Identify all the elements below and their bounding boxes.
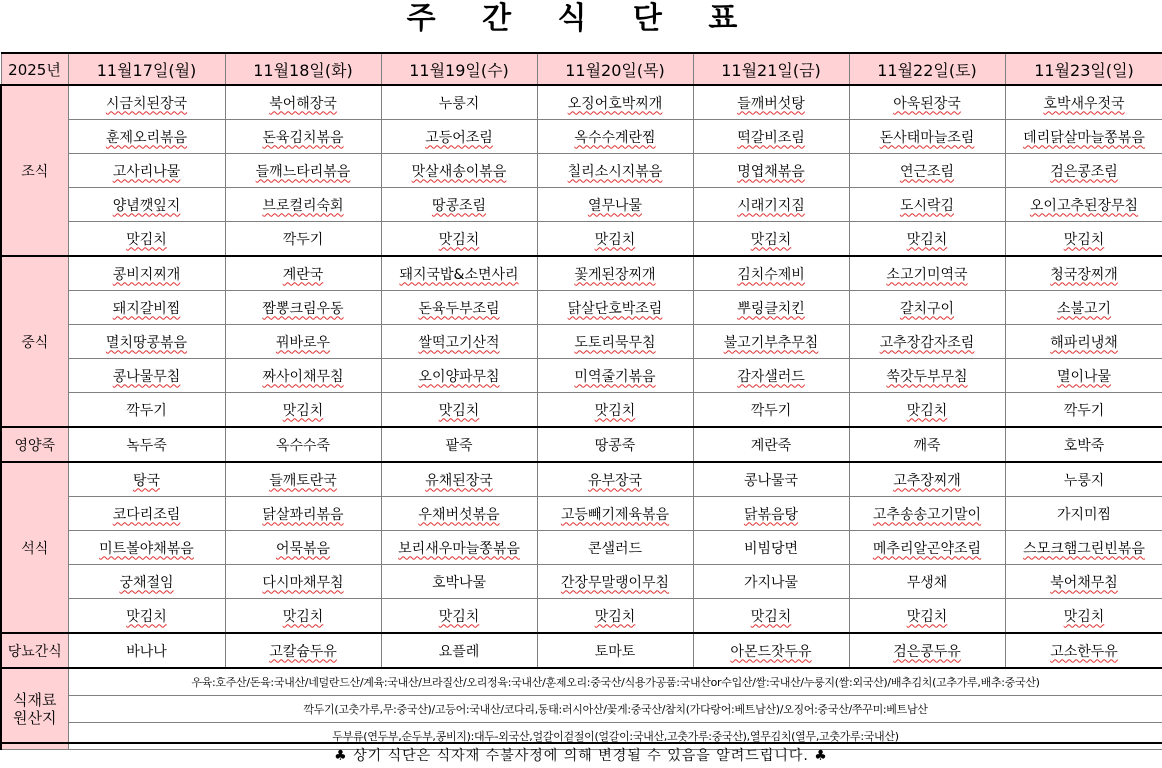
menu-item: 어묵볶음 (275, 540, 331, 557)
menu-cell (1005, 120, 1162, 154)
menu-cell (381, 359, 537, 393)
menu-cell (693, 154, 849, 188)
menu-item: 맛살새송이볶음 (411, 163, 507, 180)
meal-label: 석식 (1, 462, 68, 633)
menu-cell (381, 462, 537, 497)
menu-item: 콘샐러드 (587, 540, 643, 557)
menu-cell (537, 599, 693, 634)
menu-item: 시래기지짐 (737, 197, 805, 214)
menu-item: 가지나물 (743, 574, 799, 591)
menu-cell (849, 599, 1005, 634)
menu-cell (381, 531, 537, 565)
menu-cell (849, 462, 1005, 497)
menu-item: 옥수수죽 (275, 437, 331, 454)
menu-item: 옥수수계란찜 (574, 129, 656, 146)
menu-cell (1005, 633, 1162, 668)
menu-item: 검은콩두유 (893, 643, 961, 660)
menu-cell (381, 256, 537, 291)
menu-item: 누룽지 (438, 95, 480, 112)
menu-cell (1005, 393, 1162, 428)
menu-item: 녹두죽 (126, 437, 167, 454)
day-header: 11월23일(일) (1005, 53, 1162, 85)
menu-cell (693, 497, 849, 531)
menu-cell (537, 462, 693, 497)
page-title: 주 간 식 단 표 (406, 1, 756, 36)
menu-cell (693, 359, 849, 393)
menu-cell (537, 531, 693, 565)
menu-cell (1005, 154, 1162, 188)
menu-cell (225, 120, 381, 154)
menu-cell (537, 256, 693, 291)
menu-item: 고칼슘두유 (269, 643, 337, 660)
menu-item: 계란죽 (750, 437, 792, 454)
origin-text: 두부류(연두부,순두부,콩비지):대두-외국산,얼갈이겉절이(얼갈이:국내산,고춧가루:중국산),열무김치(열무,고춧가루:국내산) (68, 723, 1162, 750)
menu-cell (381, 154, 537, 188)
menu-cell (849, 256, 1005, 291)
menu-item: 멸이나물 (1056, 368, 1112, 385)
menu-cell (849, 85, 1005, 120)
menu-cell (849, 393, 1005, 428)
menu-item: 아욱된장국 (893, 95, 961, 112)
menu-cell (225, 599, 381, 634)
menu-row (1, 325, 1162, 359)
meal-label: 조식 (1, 85, 68, 256)
menu-item: 깍두기 (1063, 402, 1105, 419)
menu-item: 오이양파무침 (418, 368, 500, 385)
menu-cell (381, 599, 537, 634)
menu-cell (1005, 531, 1162, 565)
menu-item: 우채버섯볶음 (418, 506, 500, 523)
menu-cell (537, 359, 693, 393)
menu-cell (693, 462, 849, 497)
menu-cell (381, 291, 537, 325)
menu-row (1, 497, 1162, 531)
menu-item: 쌀떡고기산적 (418, 334, 500, 351)
menu-cell (68, 120, 225, 154)
menu-cell (225, 565, 381, 599)
menu-cell (381, 188, 537, 222)
menu-item: 비빔당면 (743, 540, 799, 557)
menu-cell (849, 325, 1005, 359)
menu-item: 소고기미역국 (886, 266, 968, 283)
menu-item: 콩비지찌개 (112, 266, 181, 283)
menu-item: 짜사이채무침 (262, 368, 344, 385)
menu-row (1, 120, 1162, 154)
menu-item: 들깨느타리볶음 (255, 163, 351, 180)
menu-cell (1005, 427, 1162, 462)
menu-cell (381, 120, 537, 154)
menu-item: 꽃게된장찌개 (574, 266, 656, 283)
menu-cell (1005, 85, 1162, 120)
menu-cell (68, 633, 225, 668)
menu-item: 맛김치 (1063, 231, 1105, 248)
menu-row (1, 462, 1162, 497)
menu-cell (693, 256, 849, 291)
menu-item: 닭살꽈리볶음 (262, 506, 344, 523)
menu-cell (849, 291, 1005, 325)
menu-item: 맛김치 (594, 231, 636, 248)
day-header: 11월22일(토) (849, 53, 1005, 85)
menu-cell (693, 325, 849, 359)
menu-cell (849, 497, 1005, 531)
menu-cell (381, 565, 537, 599)
menu-item: 가지미찜 (1056, 506, 1112, 523)
menu-item: 맛김치 (750, 231, 792, 248)
menu-item: 콩나물무침 (112, 368, 181, 385)
menu-cell (693, 633, 849, 668)
menu-item: 돈사태마늘조림 (879, 129, 975, 146)
menu-cell (225, 531, 381, 565)
menu-item: 맛김치 (594, 608, 636, 625)
menu-cell (693, 393, 849, 428)
menu-row (1, 359, 1162, 393)
menu-item: 코다리조림 (112, 506, 181, 523)
menu-cell (693, 291, 849, 325)
menu-cell (537, 291, 693, 325)
menu-cell (693, 188, 849, 222)
menu-item: 깍두기 (282, 231, 324, 248)
menu-cell (537, 393, 693, 428)
meal-label: 중식 (1, 256, 68, 427)
menu-item: 돈육두부조림 (418, 300, 500, 317)
menu-cell (225, 497, 381, 531)
menu-cell (68, 325, 225, 359)
origin-label-line: 원산지 (13, 709, 57, 727)
menu-cell (68, 531, 225, 565)
menu-item: 스모크햄그린빈볶음 (1023, 540, 1145, 557)
menu-cell (849, 222, 1005, 257)
origin-row (1, 696, 1162, 723)
menu-cell (693, 565, 849, 599)
menu-cell (693, 85, 849, 120)
menu-cell (537, 427, 693, 462)
menu-item: 고추장찌개 (893, 472, 961, 489)
menu-row (1, 85, 1162, 120)
menu-cell (225, 222, 381, 257)
menu-cell (849, 120, 1005, 154)
menu-item: 해파리냉채 (1050, 334, 1118, 351)
menu-row (1, 427, 1162, 462)
origin-row (1, 668, 1162, 696)
menu-item: 맛김치 (750, 608, 792, 625)
menu-item: 소불고기 (1056, 300, 1112, 317)
meal-label: 영양죽 (1, 427, 68, 462)
menu-cell (849, 359, 1005, 393)
menu-cell (68, 291, 225, 325)
menu-cell (381, 497, 537, 531)
menu-item: 고추장감자조림 (879, 334, 975, 351)
menu-item: 닭살단호박조림 (567, 300, 663, 317)
menu-item: 오이고추된장무침 (1029, 197, 1139, 214)
menu-item: 명엽채볶음 (737, 163, 805, 180)
menu-cell (1005, 497, 1162, 531)
menu-item: 바나나 (126, 643, 167, 660)
menu-cell (225, 359, 381, 393)
menu-cell (537, 497, 693, 531)
menu-item: 토마토 (594, 643, 636, 660)
menu-item: 맛김치 (282, 402, 324, 419)
menu-item: 꿔바로우 (275, 334, 331, 351)
menu-cell (1005, 188, 1162, 222)
day-header: 11월21일(금) (693, 53, 849, 85)
menu-cell (693, 427, 849, 462)
menu-cell (849, 633, 1005, 668)
menu-cell (68, 359, 225, 393)
menu-item: 미역줄기볶음 (574, 368, 656, 385)
menu-item: 맛김치 (594, 402, 636, 419)
menu-cell (225, 325, 381, 359)
menu-cell (381, 633, 537, 668)
menu-item: 들깨토란국 (269, 472, 337, 489)
menu-item: 호박새우젓국 (1043, 95, 1125, 112)
menu-cell (849, 427, 1005, 462)
menu-row (1, 599, 1162, 634)
menu-item: 도시락김 (899, 197, 955, 214)
menu-item: 쑥갓두부무침 (886, 368, 968, 385)
menu-cell (1005, 359, 1162, 393)
menu-item: 맛김치 (126, 608, 167, 625)
menu-item: 멸치땅콩볶음 (105, 334, 188, 351)
menu-cell (225, 462, 381, 497)
menu-cell (537, 565, 693, 599)
menu-item: 맛김치 (906, 231, 948, 248)
menu-item: 유채된장국 (425, 472, 493, 489)
menu-item: 연근조림 (899, 163, 955, 180)
menu-item: 브로컬리숙회 (262, 197, 344, 214)
menu-item: 들깨버섯탕 (737, 95, 805, 112)
menu-cell (225, 188, 381, 222)
menu-cell (225, 393, 381, 428)
menu-item: 청국장찌개 (1050, 266, 1118, 283)
menu-cell (1005, 462, 1162, 497)
menu-item: 칠리소시지볶음 (567, 163, 663, 180)
menu-item: 깨죽 (913, 437, 941, 454)
menu-cell (693, 599, 849, 634)
menu-row (1, 291, 1162, 325)
menu-item: 갈치구이 (899, 300, 955, 317)
origin-text: 우육:호주산/돈육:국내산/네덜란드산/계육:국내산/브라질산/오리정육:국내산/훈제오리:중국산/식용가공품:국내산or수입산/쌀:국내산/누룽지(쌀:외국산)/배추김치(고추가루,배추:중국산) (68, 668, 1162, 696)
menu-item: 깍두기 (126, 402, 167, 419)
menu-item: 고등어조림 (425, 129, 493, 146)
menu-item: 열무나물 (587, 197, 643, 214)
menu-row (1, 256, 1162, 291)
year-cell: 2025년 (1, 53, 68, 85)
menu-item: 시금치된장국 (105, 95, 188, 112)
menu-cell (68, 393, 225, 428)
menu-item: 도토리묵무침 (574, 334, 656, 351)
menu-item: 누룽지 (1063, 472, 1105, 489)
menu-item: 메추리알곤약조림 (872, 540, 982, 557)
menu-cell (68, 222, 225, 257)
menu-item: 고추송송고기말이 (872, 506, 982, 523)
menu-cell (1005, 565, 1162, 599)
menu-item: 떡갈비조림 (737, 129, 805, 146)
menu-item: 돈육김치볶음 (262, 129, 344, 146)
menu-item: 김치수제비 (737, 266, 805, 283)
menu-item: 고소한두유 (1050, 643, 1118, 660)
menu-cell (849, 565, 1005, 599)
menu-cell (849, 154, 1005, 188)
menu-cell (693, 531, 849, 565)
menu-cell (537, 85, 693, 120)
menu-cell (68, 154, 225, 188)
menu-cell (68, 256, 225, 291)
menu-item: 맛김치 (906, 608, 948, 625)
menu-item: 고등빼기제육볶음 (560, 506, 670, 523)
header-row (1, 53, 1162, 85)
menu-cell (693, 222, 849, 257)
menu-row (1, 188, 1162, 222)
menu-item: 간장무말랭이무침 (560, 574, 670, 591)
menu-cell (1005, 325, 1162, 359)
menu-row (1, 393, 1162, 428)
menu-cell (68, 188, 225, 222)
menu-cell (68, 599, 225, 634)
menu-item: 맛김치 (282, 608, 324, 625)
menu-cell (68, 85, 225, 120)
menu-item: 고사리나물 (112, 163, 181, 180)
menu-item: 무생채 (906, 574, 948, 591)
menu-item: 북어채무침 (1050, 574, 1118, 591)
menu-cell (537, 154, 693, 188)
menu-item: 맛김치 (438, 608, 480, 625)
menu-table (0, 52, 1162, 750)
menu-item: 유부장국 (587, 472, 643, 489)
menu-item: 맛김치 (906, 402, 948, 419)
day-header: 11월18일(화) (225, 53, 381, 85)
menu-item: 양념깻잎지 (112, 197, 181, 214)
menu-item: 맛김치 (126, 231, 167, 248)
menu-cell (68, 427, 225, 462)
menu-item: 닭볶음탕 (743, 506, 799, 523)
menu-row (1, 531, 1162, 565)
menu-item: 깍두기 (750, 402, 792, 419)
menu-cell (537, 188, 693, 222)
origin-label-line: 식재료 (13, 691, 57, 709)
menu-cell (1005, 256, 1162, 291)
menu-item: 돼지갈비찜 (112, 300, 181, 317)
menu-item: 요플레 (438, 643, 480, 660)
notice-text: ♣ 상기 식단은 식자재 수불사정에 의해 변경될 수 있음을 알려드립니다. ♣ (0, 742, 1162, 768)
menu-item: 호박죽 (1063, 437, 1105, 454)
menu-item: 땅콩죽 (594, 437, 636, 454)
menu-item: 탕국 (132, 472, 161, 489)
menu-item: 보리새우마늘쫑볶음 (398, 540, 520, 557)
menu-cell (225, 85, 381, 120)
menu-cell (849, 188, 1005, 222)
menu-cell (225, 633, 381, 668)
menu-item: 콩나물국 (743, 472, 799, 489)
menu-item: 짬뽕크림우동 (262, 300, 344, 317)
menu-cell (381, 222, 537, 257)
menu-item: 훈제오리볶음 (105, 129, 188, 146)
menu-item: 다시마채무침 (262, 574, 344, 591)
menu-cell (537, 120, 693, 154)
menu-cell (849, 531, 1005, 565)
menu-item: 북어해장국 (269, 95, 337, 112)
origin-label (1, 668, 68, 750)
menu-item: 검은콩조림 (1050, 163, 1118, 180)
day-header: 11월20일(목) (537, 53, 693, 85)
menu-cell (225, 154, 381, 188)
menu-item: 뿌링클치킨 (737, 300, 805, 317)
menu-item: 궁채절임 (119, 574, 174, 591)
menu-row (1, 633, 1162, 668)
menu-cell (68, 462, 225, 497)
menu-item: 호박나물 (431, 574, 487, 591)
menu-item: 돼지국밥&소면사리 (399, 266, 519, 283)
menu-cell (225, 291, 381, 325)
origin-text: 깍두기(고춧가루,무:중국산)/고등어:국내산/코다리,동태:러시아산/꽃게:중국산/참치(가다랑어:베트남산)/오징어:중국산/쭈꾸미:베트남산 (68, 696, 1162, 723)
menu-cell (225, 427, 381, 462)
menu-cell (537, 633, 693, 668)
menu-row (1, 565, 1162, 599)
menu-cell (68, 565, 225, 599)
day-header: 11월17일(월) (68, 53, 225, 85)
menu-item: 불고기부추무침 (723, 334, 819, 351)
menu-item: 팥죽 (445, 437, 473, 454)
menu-cell (381, 427, 537, 462)
menu-cell (537, 325, 693, 359)
menu-cell (381, 85, 537, 120)
menu-cell (225, 256, 381, 291)
menu-cell (693, 120, 849, 154)
day-header: 11월19일(수) (381, 53, 537, 85)
menu-row (1, 154, 1162, 188)
menu-item: 데리닭살마늘쫑볶음 (1023, 129, 1145, 146)
menu-row (1, 222, 1162, 257)
meal-label: 당뇨간식 (1, 633, 68, 668)
menu-item: 맛김치 (1063, 608, 1105, 625)
menu-cell (537, 222, 693, 257)
menu-item: 미트볼야채볶음 (99, 540, 194, 557)
menu-cell (1005, 599, 1162, 634)
menu-cell (381, 393, 537, 428)
menu-cell (381, 325, 537, 359)
menu-cell (68, 497, 225, 531)
menu-item: 감자샐러드 (737, 368, 805, 385)
menu-item: 땅콩조림 (431, 197, 487, 214)
menu-cell (1005, 222, 1162, 257)
menu-cell (1005, 291, 1162, 325)
menu-item: 아몬드잣두유 (730, 643, 812, 660)
menu-item: 오징어호박찌개 (567, 95, 663, 112)
menu-item: 맛김치 (438, 402, 480, 419)
menu-item: 계란국 (282, 266, 324, 283)
menu-item: 맛김치 (438, 231, 480, 248)
